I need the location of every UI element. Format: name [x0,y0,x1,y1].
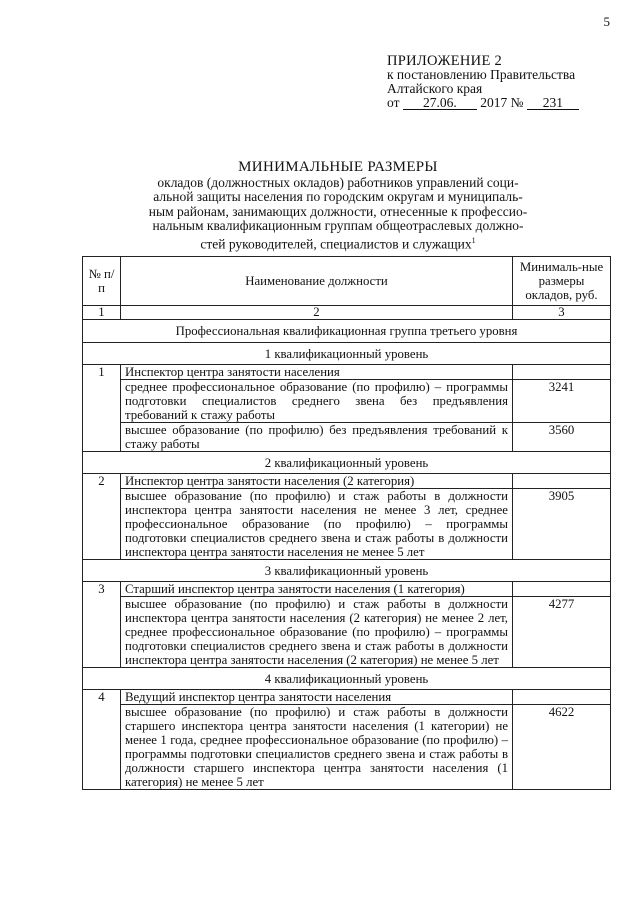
table-row [83,489,611,560]
appendix-line-2: Алтайского края [387,81,483,96]
appendix-number: 231 [527,96,579,110]
empty-cell [513,365,611,380]
empty-cell [513,582,611,597]
document-heading [118,160,558,252]
table-row [83,705,611,790]
requirement-text: высшее образование (по профилю) и стаж работы в должности инспектора центра занятости населения (2 категория) не менее 2 лет, среднее профессиональное образование (по профилю) – программы подготовки специалистов среднего звена и стаж работы в должности инспектора центра занятости населения (2 категория) не менее 5 лет [121,597,513,668]
level-row [83,668,611,690]
index-cell: 3 [513,306,611,320]
salary-value: 4622 [513,705,611,790]
salary-value: 3905 [513,489,611,560]
heading-title: МИНИМАЛЬНЫЕ РАЗМЕРЫ [238,159,438,175]
group-row [83,320,611,343]
salary-value: 3560 [513,423,611,452]
requirement-text: высшее образование (по профилю) и стаж работы в должности старшего инспектора центра занятости населения (1 категории) не менее 1 года, среднее профессиональное образование (по профилю) – программы подготовки специалистов среднего звена и стаж работы в должности старшего инспектора центра занятости населения (1 категория) не менее 5 лет [121,705,513,790]
heading-line: ным районам, занимающих должности, отнесенные к профессио- [148,203,528,219]
table-row [83,690,611,705]
table-row [83,597,611,668]
from-label: от [387,95,400,110]
requirement-text: высшее образование (по профилю) и стаж работы в должности инспектора центра занятости населения не менее 3 лет, среднее профессиональное образование (по профилю) – программы подготовки специалистов среднего звена и стаж работы в должности инспектора центра занятости населения не менее 5 лет [121,489,513,560]
empty-cell [513,474,611,489]
table-row [83,474,611,489]
level-row [83,560,611,582]
table-row [83,365,611,380]
level-row [83,343,611,365]
table-row [83,423,611,452]
appendix-block [387,54,627,110]
heading-line: окладов (должностных окладов) работников управлений соци- [157,174,519,190]
position-name: Ведущий инспектор центра занятости населения [121,690,513,705]
level-row [83,452,611,474]
appendix-line-1: к постановлению Правительства [387,67,576,82]
header-salary: Минималь-ные размеры окладов, руб. [513,257,611,306]
page-number: 5 [603,14,610,29]
appendix-date: 27.06. [403,96,477,110]
appendix-year: 2017 [480,95,508,110]
level-title: 3 квалификационный уровень [83,560,611,582]
position-name: Инспектор центра занятости населения (2 категория) [121,474,513,489]
level-title: 4 квалификационный уровень [83,668,611,690]
requirement-text: высшее образование (по профилю) без предъявления требований к стажу работы [121,423,513,452]
appendix-date-line [387,96,627,110]
header-num: № п/п [83,257,121,306]
appendix-title: ПРИЛОЖЕНИЕ 2 [387,53,503,69]
requirement-text: среднее профессиональное образование (по профилю) – программы подготовки специалистов среднего звена без предъявления требований к стажу работы [121,380,513,423]
footnote-mark: 1 [471,235,476,245]
empty-cell [513,690,611,705]
position-name: Старший инспектор центра занятости населения (1 категория) [121,582,513,597]
salary-value: 4277 [513,597,611,668]
heading-line: нальным квалификационным группам общеотраслевых должно- [152,218,524,233]
header-name: Наименование должности [121,257,513,306]
row-number: 2 [83,474,121,560]
number-label: № [510,95,524,110]
salary-table [82,256,611,790]
table-row [83,582,611,597]
position-name: Инспектор центра занятости населения [121,365,513,380]
level-title: 1 квалификационный уровень [83,343,611,365]
heading-line: стей руководителей, специалистов и служащих$^1$ [200,235,476,251]
row-number: 1 [83,365,121,452]
index-cell: 1 [83,306,121,320]
table-index-row [83,306,611,320]
level-title: 2 квалификационный уровень [83,452,611,474]
row-number: 3 [83,582,121,668]
row-number: 4 [83,690,121,790]
salary-value: 3241 [513,380,611,423]
table-row [83,380,611,423]
group-title: Профессиональная квалификационная группа третьего уровня [83,320,611,343]
table-header-row [83,257,611,306]
index-cell: 2 [121,306,513,320]
heading-line: альной защиты населения по городским округам и муниципаль- [153,189,523,204]
